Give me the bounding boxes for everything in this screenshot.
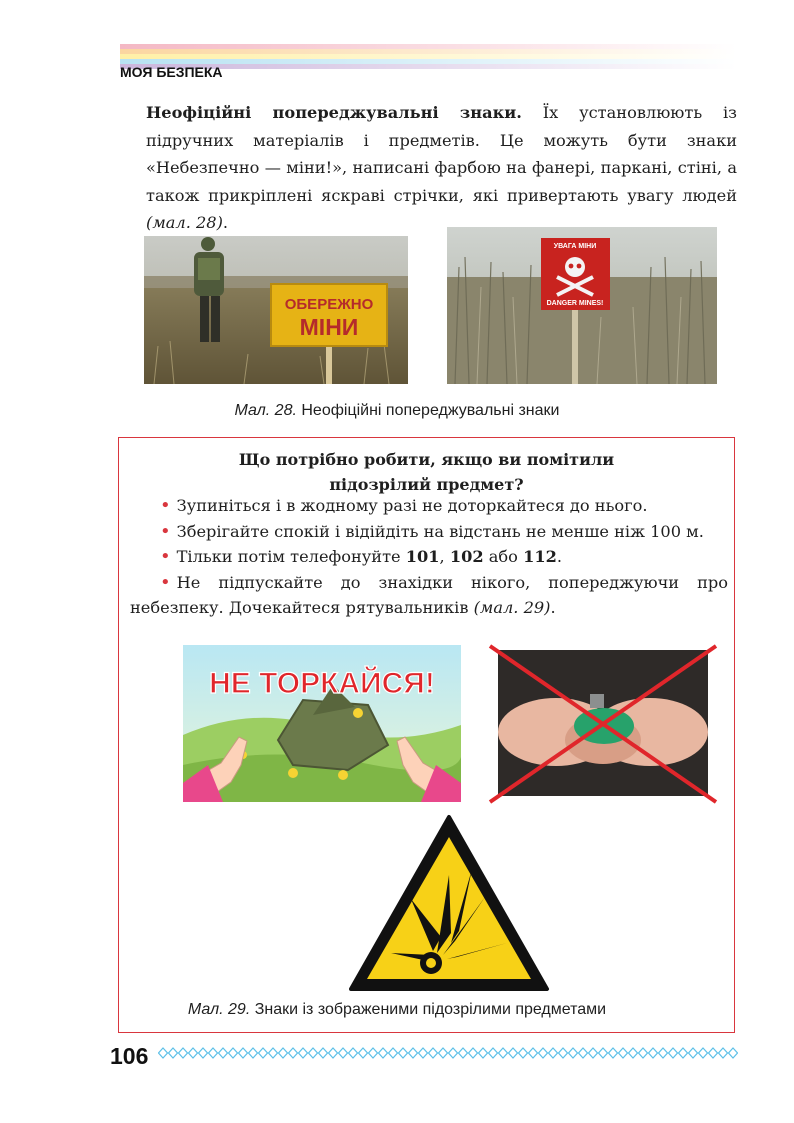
info-box-title-line1: Що потрібно робити, якщо ви помітили: [238, 450, 615, 469]
intro-end: .: [222, 213, 229, 232]
list-item-text: Не підпускайте до знахідки нікого, попереджуючи про небезпеку. Дочекайтеся рятувальників: [130, 572, 728, 617]
list-item-text: Зберігайте спокій і відійдіть на відстань не менше ніж 100 м.: [176, 521, 704, 541]
do-not-touch-illustration: [183, 645, 461, 802]
figure-reference: (мал. 28): [146, 213, 223, 232]
list-item: [130, 493, 728, 519]
list-item-text: Тільки потім телефонуйте: [176, 547, 406, 566]
explosion-triangle-icon: [347, 813, 551, 993]
intro-bold-lead: Неофіційні попереджувальні знаки.: [146, 103, 522, 122]
emergency-number: 102: [449, 547, 484, 566]
decorative-chain-border: [158, 1047, 738, 1059]
info-box-title: [128, 447, 725, 497]
list-item-end: .: [556, 547, 563, 566]
crossed-out-hands-photo: [486, 642, 720, 806]
bullet-icon: •: [160, 546, 171, 567]
danger-sign-bottom-text: DANGER MINES!: [546, 300, 604, 307]
bullet-icon: •: [160, 571, 171, 593]
section-title: МОЯ БЕЗПЕКА: [120, 64, 223, 80]
intro-text: Їх установлюють із підручних матеріалів і предметів. Це можуть бути знаки «Небезпечно — міни!», написані фарбою на фанері, паркані, стіні, а також прикріплені яскраві стрічки, які привертають увагу людей: [146, 103, 737, 205]
figure-28-label: Мал. 28.: [234, 402, 297, 419]
bullet-icon: •: [160, 495, 171, 516]
info-box-title-line2: підозрілий предмет?: [329, 475, 524, 494]
page-number: 106: [110, 1043, 149, 1069]
figure-reference: (мал. 29): [473, 598, 551, 617]
emergency-number: 101: [405, 547, 440, 566]
intro-paragraph: [146, 99, 737, 237]
photo-danger-mines-sign: [447, 227, 717, 384]
figure-29-caption: [0, 1001, 794, 1019]
emergency-number: 112: [523, 547, 557, 566]
list-item: [130, 570, 728, 621]
list-item-end: .: [550, 598, 556, 617]
sign-text-line2: МІНИ: [299, 314, 359, 340]
figure-29-text: Знаки із зображеними підозрілими предметами: [250, 1001, 607, 1018]
list-item-separator: ,: [439, 547, 450, 566]
poster-text: НЕ ТОРКАЙСЯ!: [209, 667, 435, 700]
list-item: [130, 519, 728, 545]
danger-sign-photo-illustration: [447, 227, 717, 384]
safety-steps-list: [130, 493, 728, 621]
list-item: [130, 544, 728, 570]
minefield-photo-illustration: [144, 236, 408, 384]
list-item-separator: або: [483, 547, 524, 566]
explosive-warning-sign: [347, 813, 551, 993]
photo-minefield-sign: [144, 236, 408, 384]
figure-28-text: Неофіційні попереджувальні знаки: [296, 402, 560, 419]
danger-sign-top-text: УВАГА МІНИ: [553, 243, 597, 250]
sign-text-line1: ОБЕРЕЖНО: [284, 296, 374, 313]
figure-28-caption: [0, 402, 794, 420]
do-not-touch-poster: [183, 645, 461, 802]
bullet-icon: •: [160, 520, 171, 542]
hands-with-object-illustration: [486, 642, 720, 806]
figure-29-label: Мал. 29.: [187, 1001, 251, 1018]
list-item-text: Зупиніться і в жодному разі не доторкайтеся до нього.: [176, 496, 648, 515]
